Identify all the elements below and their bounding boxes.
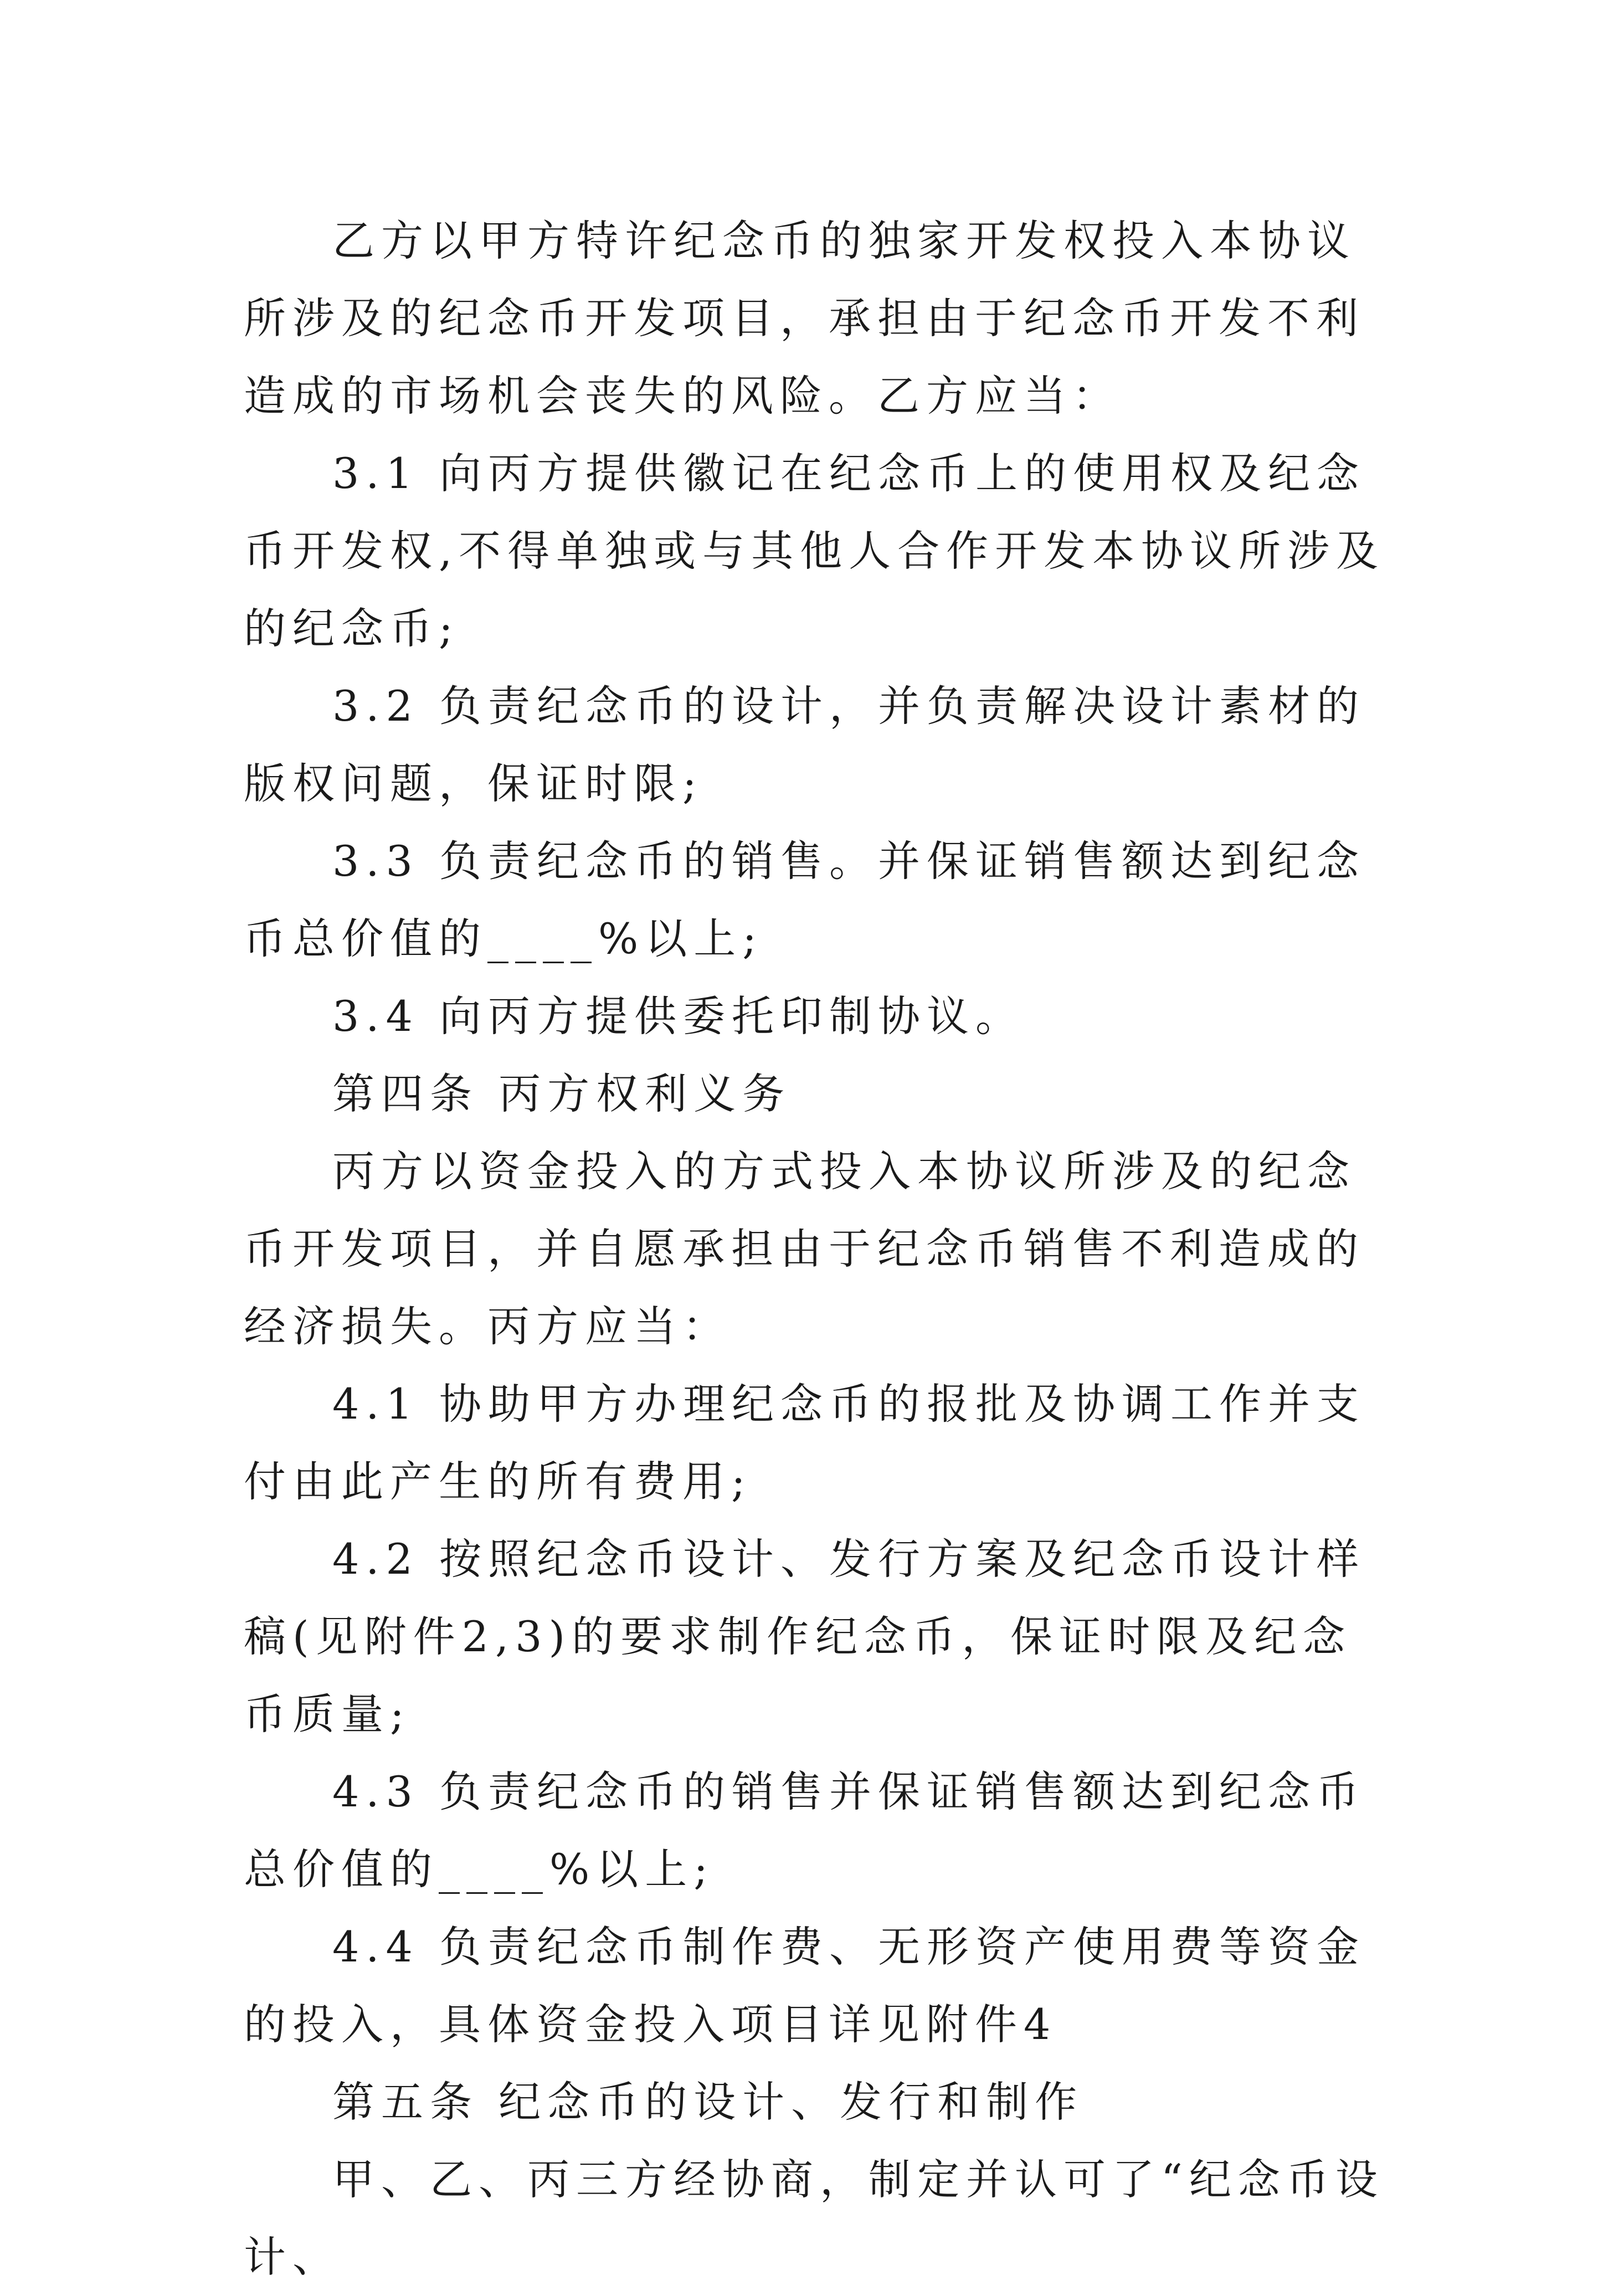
paragraph-yi-obligations: 乙方以甲方特许纪念币的独家开发权投入本协议所涉及的纪念币开发项目，承担由于纪念币开发不利造成的市场机会丧失的风险。乙方应当： xyxy=(244,216,1365,420)
article-5-heading: 第五条 纪念币的设计、发行和制作 xyxy=(332,2077,1084,2127)
clause-3-1: 3.1 向丙方提供徽记在纪念币上的使用权及纪念币开发权,不得单独或与其他人合作开发本协议所涉及的纪念币; xyxy=(244,449,1385,653)
clause-4-1: 4.1 协助甲方办理纪念币的报批及协调工作并支付由此产生的所有费用; xyxy=(244,1379,1366,1506)
article-4-heading: 第四条 丙方权利义务 xyxy=(332,1069,792,1118)
clause-4-4: 4.4 负责纪念币制作费、无形资产使用费等资金的投入，具体资金投入项目详见附件4 xyxy=(244,1922,1366,2049)
clause-3-2: 3.2 负责纪念币的设计，并负责解决设计素材的版权问题，保证时限; xyxy=(244,681,1366,808)
clause-3-4: 3.4 向丙方提供委托印制协议。 xyxy=(332,992,1025,1041)
document-body xyxy=(244,202,1396,2296)
clause-4-2: 4.2 按照纪念币设计、发行方案及纪念币设计样稿(见附件2,3)的要求制作纪念币，保证时限及纪念币质量; xyxy=(244,1534,1366,1739)
clause-3-3: 3.3 负责纪念币的销售。并保证销售额达到纪念币总价值的____%以上; xyxy=(244,836,1366,963)
paragraph-bing-obligations: 丙方以资金投入的方式投入本协议所涉及的纪念币开发项目，并自愿承担由于纪念币销售不利造成的经济损失。丙方应当： xyxy=(244,1147,1365,1351)
clause-4-3: 4.3 负责纪念币的销售并保证销售额达到纪念币总价值的____%以上; xyxy=(244,1767,1366,1894)
paragraph-article-5-intro: 甲、乙、丙三方经协商，制定并认可了“纪念币设计、 xyxy=(244,2155,1384,2282)
